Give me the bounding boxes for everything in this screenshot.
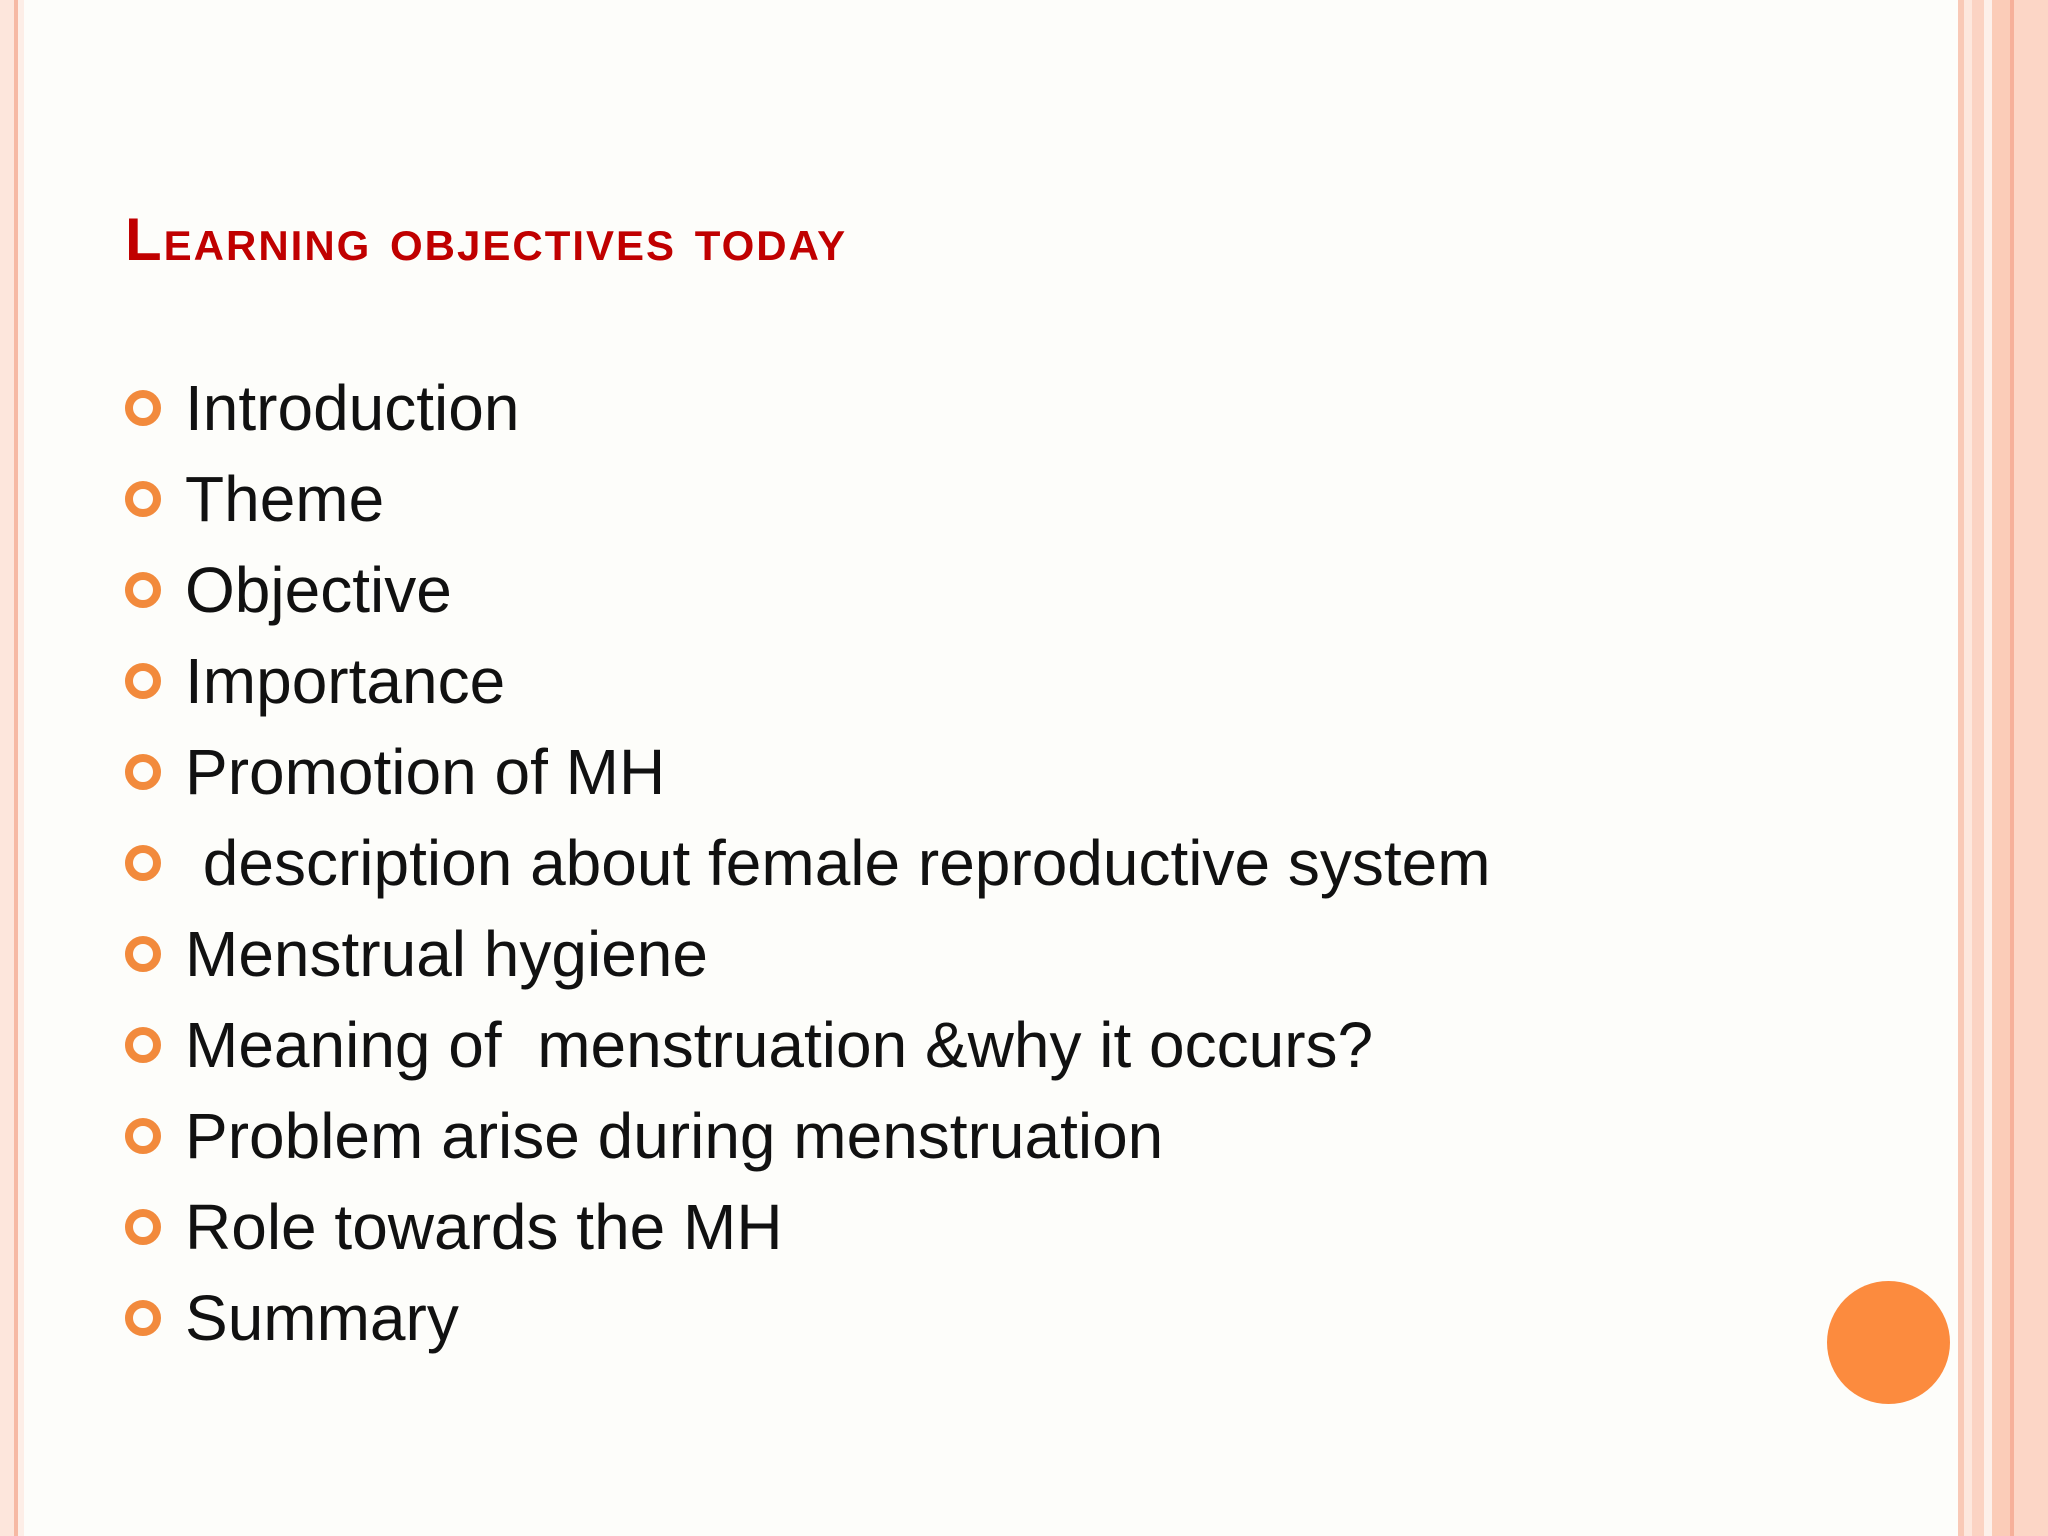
slide-title: Learning objectives today: [125, 206, 848, 273]
bullet-list: [125, 362, 1491, 1363]
ring-bullet-icon: [125, 754, 161, 790]
list-item: [125, 635, 1491, 726]
list-item-text: Importance: [185, 644, 506, 717]
left-border: [0, 0, 14, 1536]
ring-bullet-icon: [125, 1300, 161, 1336]
list-item: [125, 817, 1491, 908]
right-border-stripe: [1992, 0, 2010, 1536]
list-item-text: Summary: [185, 1281, 459, 1354]
list-item: [125, 1090, 1491, 1181]
ring-bullet-icon: [125, 1027, 161, 1063]
ring-bullet-icon: [125, 1209, 161, 1245]
ring-bullet-icon: [125, 845, 161, 881]
list-item-text: Meaning of menstruation &why it occurs?: [185, 1008, 1374, 1081]
ring-bullet-icon: [125, 572, 161, 608]
list-item: [125, 726, 1491, 817]
list-item-text: Theme: [185, 462, 385, 535]
list-item: [125, 999, 1491, 1090]
list-item-text: Role towards the MH: [185, 1190, 783, 1263]
list-item-text: description about female reproductive system: [185, 826, 1491, 899]
list-item: [125, 908, 1491, 999]
list-item-text: Introduction: [185, 371, 520, 444]
right-border-stripe: [2014, 0, 2048, 1536]
list-item-text: Objective: [185, 553, 452, 626]
left-border-inner: [18, 0, 24, 1536]
ring-bullet-icon: [125, 1118, 161, 1154]
right-border-stripe: [1964, 0, 1972, 1536]
right-border-stripe: [1984, 0, 1992, 1536]
ring-bullet-icon: [125, 663, 161, 699]
list-item-text: Promotion of MH: [185, 735, 666, 808]
list-item: [125, 362, 1491, 453]
list-item: [125, 1181, 1491, 1272]
list-item: [125, 544, 1491, 635]
ring-bullet-icon: [125, 390, 161, 426]
list-item: [125, 1272, 1491, 1363]
ring-bullet-icon: [125, 936, 161, 972]
right-border-stripe: [1972, 0, 1984, 1536]
list-item-text: Problem arise during menstruation: [185, 1099, 1164, 1172]
ring-bullet-icon: [125, 481, 161, 517]
orange-circle-decoration: [1827, 1281, 1950, 1404]
list-item-text: Menstrual hygiene: [185, 917, 708, 990]
list-item: [125, 453, 1491, 544]
